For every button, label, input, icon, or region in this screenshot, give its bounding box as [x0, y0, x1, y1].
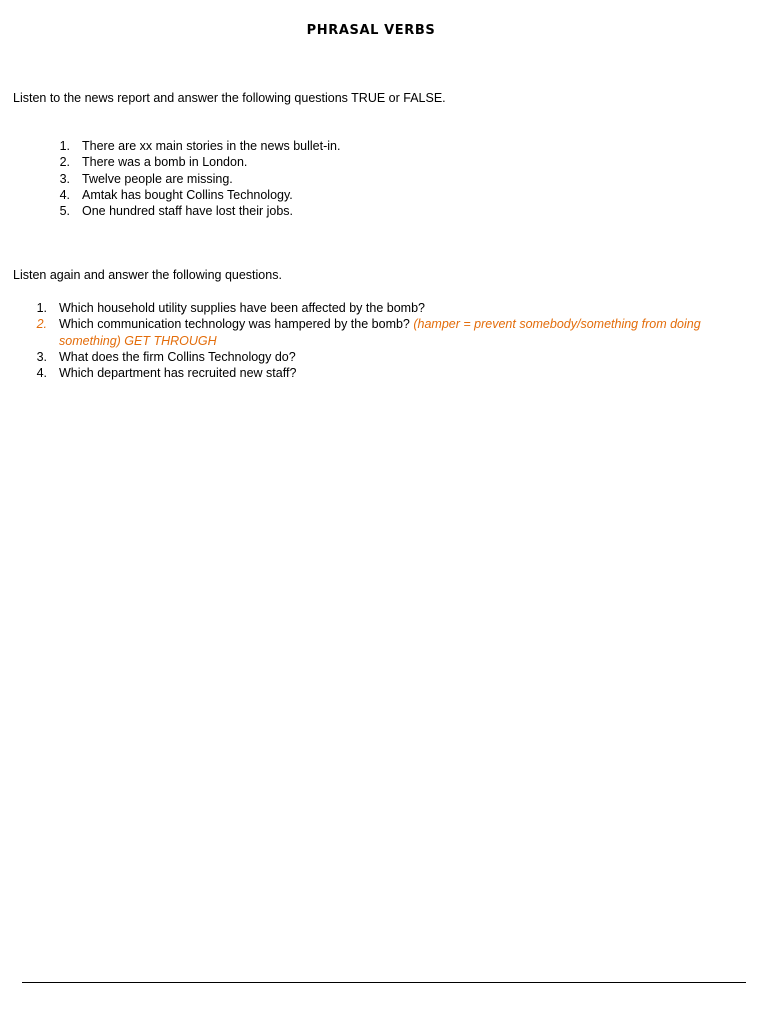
annotation-note: (hamper = prevent somebody/something from doing something) GET THROUGH — [59, 317, 701, 348]
list-item — [36, 365, 709, 381]
list-number: 3. — [59, 171, 70, 186]
list-item — [59, 187, 682, 203]
list-item — [59, 154, 682, 170]
list-number: 2. — [36, 317, 47, 332]
true-false-instruction: Listen to the news report and answer the following questions TRUE or FALSE. — [13, 91, 446, 105]
true-false-list — [59, 138, 682, 219]
question-text: Which communication technology was hampered by the bomb? — [59, 317, 414, 332]
page-title: PHRASAL VERBS — [306, 23, 436, 38]
list-item — [59, 203, 682, 219]
list-item — [59, 138, 682, 154]
statement-text: There are xx main stories in the news bullet-in. — [82, 139, 341, 153]
statement-text: One hundred staff have lost their jobs. — [82, 204, 294, 219]
list-item — [36, 349, 709, 365]
list-item — [59, 171, 682, 187]
list-number: 2. — [59, 155, 70, 170]
statement-text: Amtak has bought Collins Technology. — [82, 187, 293, 202]
question-text: What does the firm Collins Technology do? — [59, 349, 296, 364]
list-number: 3. — [36, 349, 47, 364]
list-number: 5. — [59, 204, 70, 219]
statement-text: Twelve people are missing. — [82, 171, 233, 186]
question-text: Which household utility supplies have been affected by the bomb? — [59, 301, 425, 315]
footer-divider — [22, 982, 746, 983]
question-text: Which department has recruited new staff? — [59, 366, 297, 381]
list-item — [36, 316, 709, 349]
list-number: 1. — [59, 139, 70, 153]
questions-instruction: Listen again and answer the following questions. — [13, 268, 282, 282]
list-item — [36, 300, 709, 316]
list-number: 1. — [36, 301, 47, 315]
list-number: 4. — [36, 366, 47, 381]
statement-text: There was a bomb in London. — [82, 155, 248, 170]
list-number: 4. — [59, 187, 70, 202]
questions-list — [36, 300, 709, 381]
